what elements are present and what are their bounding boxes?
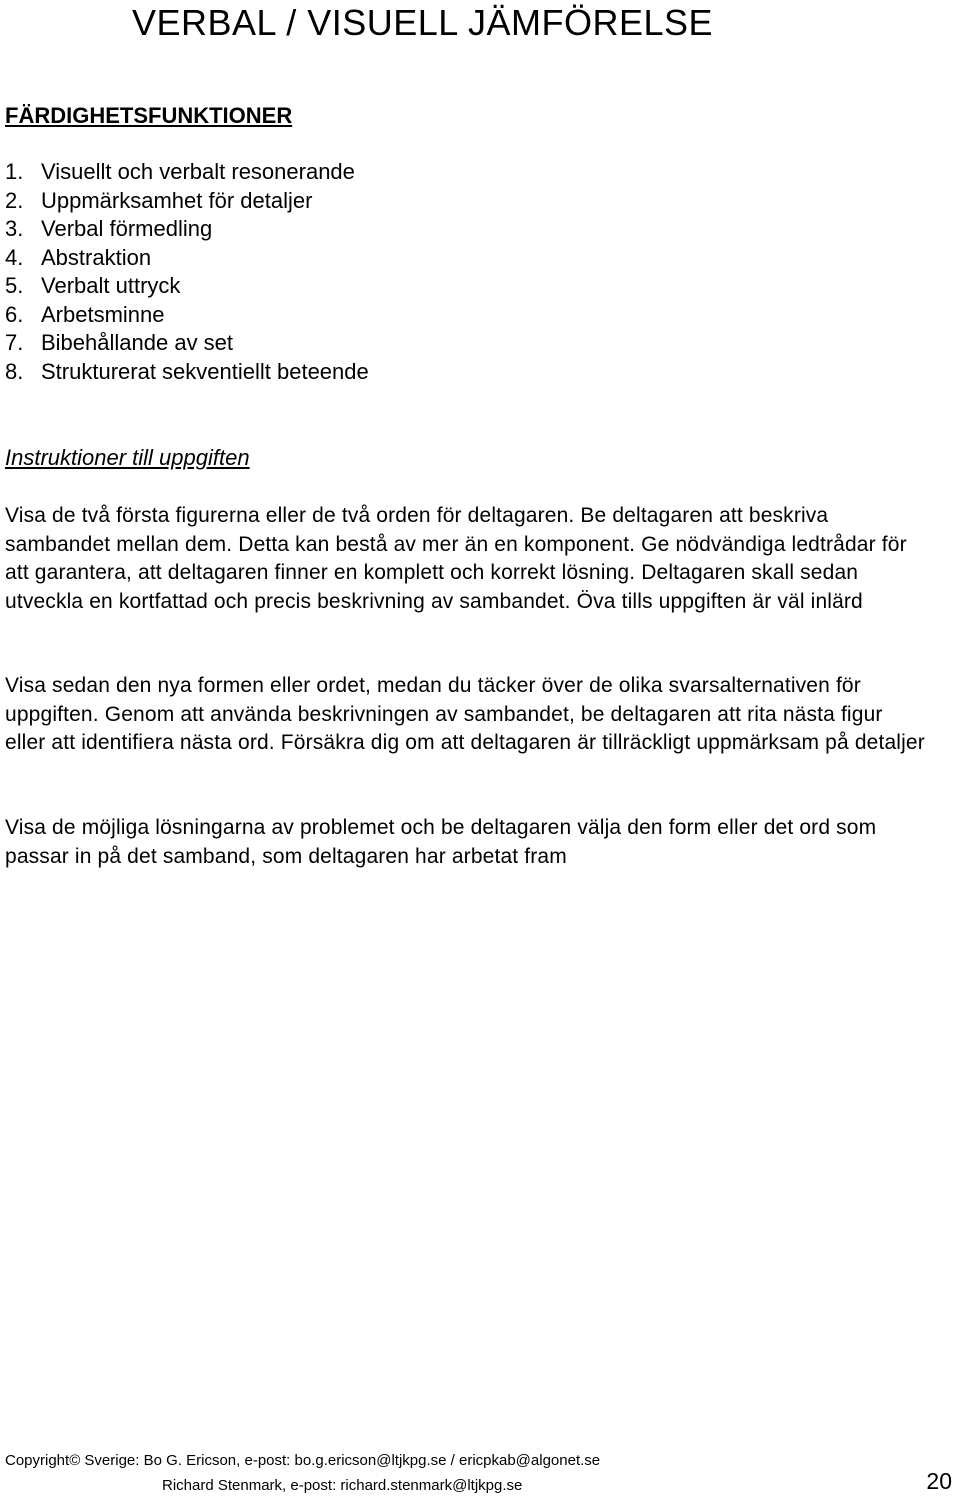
instructions-paragraph-1: Visa de två första figurerna eller de två orden för deltagaren. Be deltagaren att beskriva sambandet mellan dem. Detta kan bestå av mer än en komponent. Ge nödvändiga ledtrådar för att garantera, att deltagaren finner en komplett och korrekt lösning. Deltagaren skall sedan utveckla en kortfattad och precis beskrivning av sambandet. Öva tills uppgiften är väl inlärd xyxy=(5,504,907,613)
list-item-label: Uppmärksamhet för detaljer xyxy=(41,187,313,213)
instructions-paragraph-3: Visa de möjliga lösningarna av problemet och be deltagaren välja den form eller det ord som passar in på det samband, som deltagaren har arbetat fram xyxy=(5,816,877,868)
list-item xyxy=(5,272,369,301)
list-item-label: Abstraktion xyxy=(41,244,152,270)
list-item-label: Verbalt uttryck xyxy=(41,273,181,298)
skills-heading: FÄRDIGHETSFUNKTIONER xyxy=(5,103,293,128)
list-item-label: Visuellt och verbalt resonerande xyxy=(41,159,355,184)
list-item-number: 2. xyxy=(5,187,24,213)
instructions-heading: Instruktioner till uppgiften xyxy=(5,445,250,470)
skills-list xyxy=(5,158,369,386)
list-item-label: Strukturerat sekventiellt beteende xyxy=(41,358,369,384)
list-item-number: 8. xyxy=(5,358,24,384)
list-item xyxy=(5,215,369,244)
list-item-label: Bibehållande av set xyxy=(41,330,234,355)
list-item-number: 6. xyxy=(5,301,24,327)
list-item-label: Arbetsminne xyxy=(41,301,165,327)
list-item-number: 7. xyxy=(5,330,24,355)
list-item xyxy=(5,244,369,273)
list-item-number: 1. xyxy=(5,159,24,184)
list-item-number: 4. xyxy=(5,244,24,270)
list-item xyxy=(5,158,369,187)
footer-copyright: Copyright© Sverige: Bo G. Ericson, e-post: bo.g.ericson@ltjkpg.se / ericpkab@algonet.se xyxy=(5,1452,601,1469)
list-item xyxy=(5,301,369,330)
footer-contact: Richard Stenmark, e-post: richard.stenmark@ltjkpg.se xyxy=(162,1477,523,1494)
list-item-number: 3. xyxy=(5,216,24,241)
list-item-number: 5. xyxy=(5,273,24,298)
list-item xyxy=(5,358,369,387)
instructions-paragraph-2: Visa sedan den nya formen eller ordet, medan du täcker över de olika svarsalternativen för uppgiften. Genom att använda beskrivningen av sambandet, be deltagaren att rita nästa figur eller att identifiera nästa ord. Försäkra dig om att deltagaren är tillräckligt uppmärksam på detaljer xyxy=(5,674,925,755)
page-title: VERBAL / VISUELL JÄMFÖRELSE xyxy=(132,2,714,43)
list-item xyxy=(5,187,369,216)
list-item xyxy=(5,329,369,358)
page-number: 20 xyxy=(926,1468,952,1494)
list-item-label: Verbal förmedling xyxy=(41,216,213,241)
